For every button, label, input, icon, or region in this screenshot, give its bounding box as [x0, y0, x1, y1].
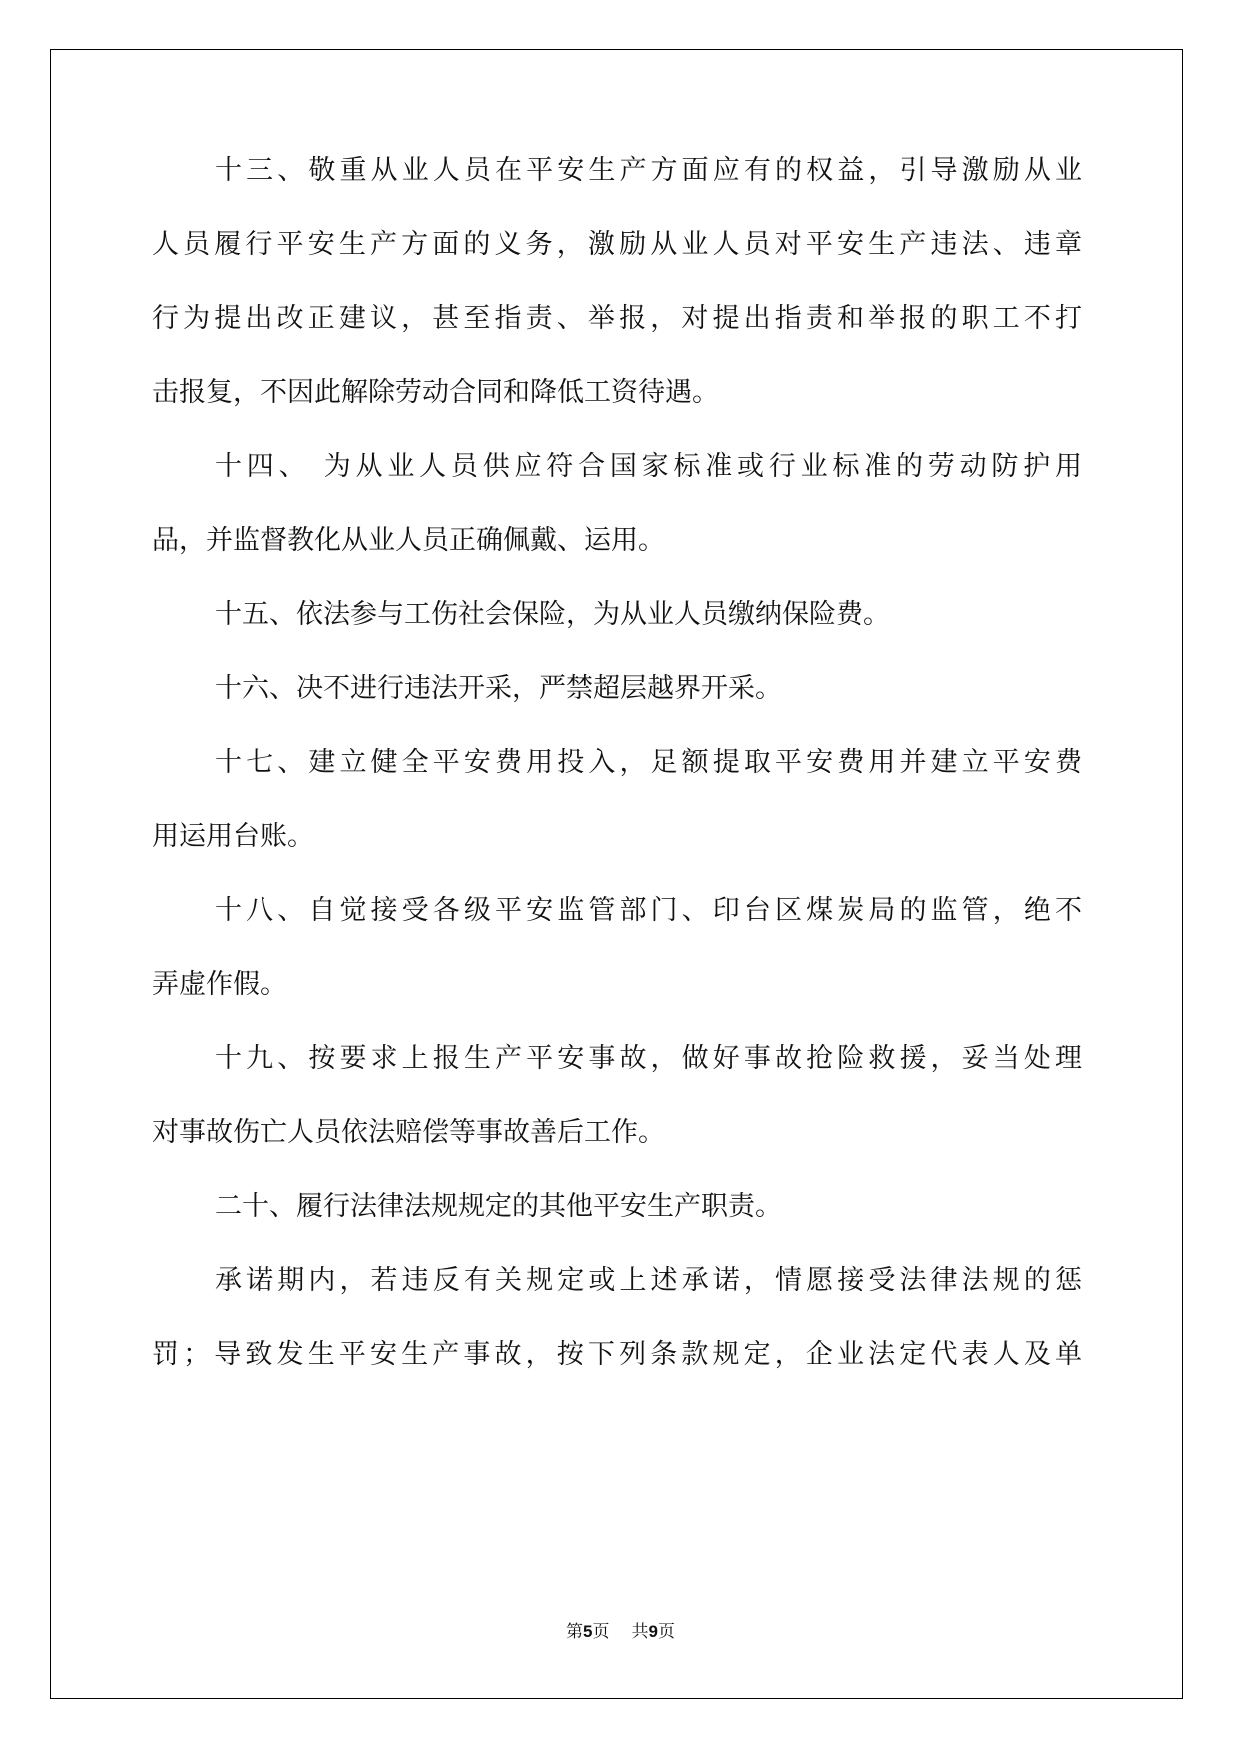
total-unit: 页: [657, 1622, 675, 1642]
paragraph-17-line-2: 用运用台账。: [152, 821, 314, 852]
page-prefix: 第: [566, 1622, 584, 1642]
paragraph-13-line-4: 击报复，不因此解除劳动合同和降低工资待遇。: [152, 377, 719, 408]
paragraph-15: 十五、依法参与工伤社会保险，为从业人员缴纳保险费。: [215, 599, 890, 630]
commitment-paragraph-line-1: 承诺期内，若违反有关规定或上述承诺，情愿接受法律法规的惩: [215, 1265, 1082, 1296]
total-prefix: 共: [631, 1622, 649, 1642]
paragraph-17-line-1: 十七、建立健全平安费用投入，足额提取平安费用并建立平安费: [215, 747, 1082, 778]
page-current: 5: [583, 1622, 593, 1641]
commitment-paragraph-line-2: 罚；导致发生平安生产事故，按下列条款规定，企业法定代表人及单: [152, 1339, 1082, 1370]
paragraph-19-line-2: 对事故伤亡人员依法赔偿等事故善后工作。: [152, 1117, 665, 1148]
page-footer: [0, 1618, 1241, 1646]
page-unit: 页: [592, 1622, 610, 1642]
paragraph-13-line-2: 人员履行平安生产方面的义务，激励从业人员对平安生产违法、违章: [152, 229, 1082, 260]
paragraph-19-line-1: 十九、按要求上报生产平安事故，做好事故抢险救援，妥当处理: [215, 1043, 1082, 1074]
paragraph-13-line-1: 十三、敬重从业人员在平安生产方面应有的权益，引导激励从业: [215, 155, 1082, 186]
paragraph-14-line-1: 十四、 为从业人员供应符合国家标准或行业标准的劳动防护用: [215, 451, 1082, 482]
paragraph-14-line-2: 品，并监督教化从业人员正确佩戴、运用。: [152, 525, 665, 556]
paragraph-16: 十六、决不进行违法开采，严禁超层越界开采。: [215, 673, 782, 704]
paragraph-20: 二十、履行法律法规规定的其他平安生产职责。: [215, 1191, 782, 1222]
paragraph-18-line-2: 弄虚作假。: [152, 969, 287, 1000]
page-total: 9: [648, 1622, 658, 1641]
paragraph-18-line-1: 十八、自觉接受各级平安监管部门、印台区煤炭局的监管，绝不: [215, 895, 1082, 926]
paragraph-13-line-3: 行为提出改正建议，甚至指责、举报，对提出指责和举报的职工不打: [152, 303, 1082, 334]
